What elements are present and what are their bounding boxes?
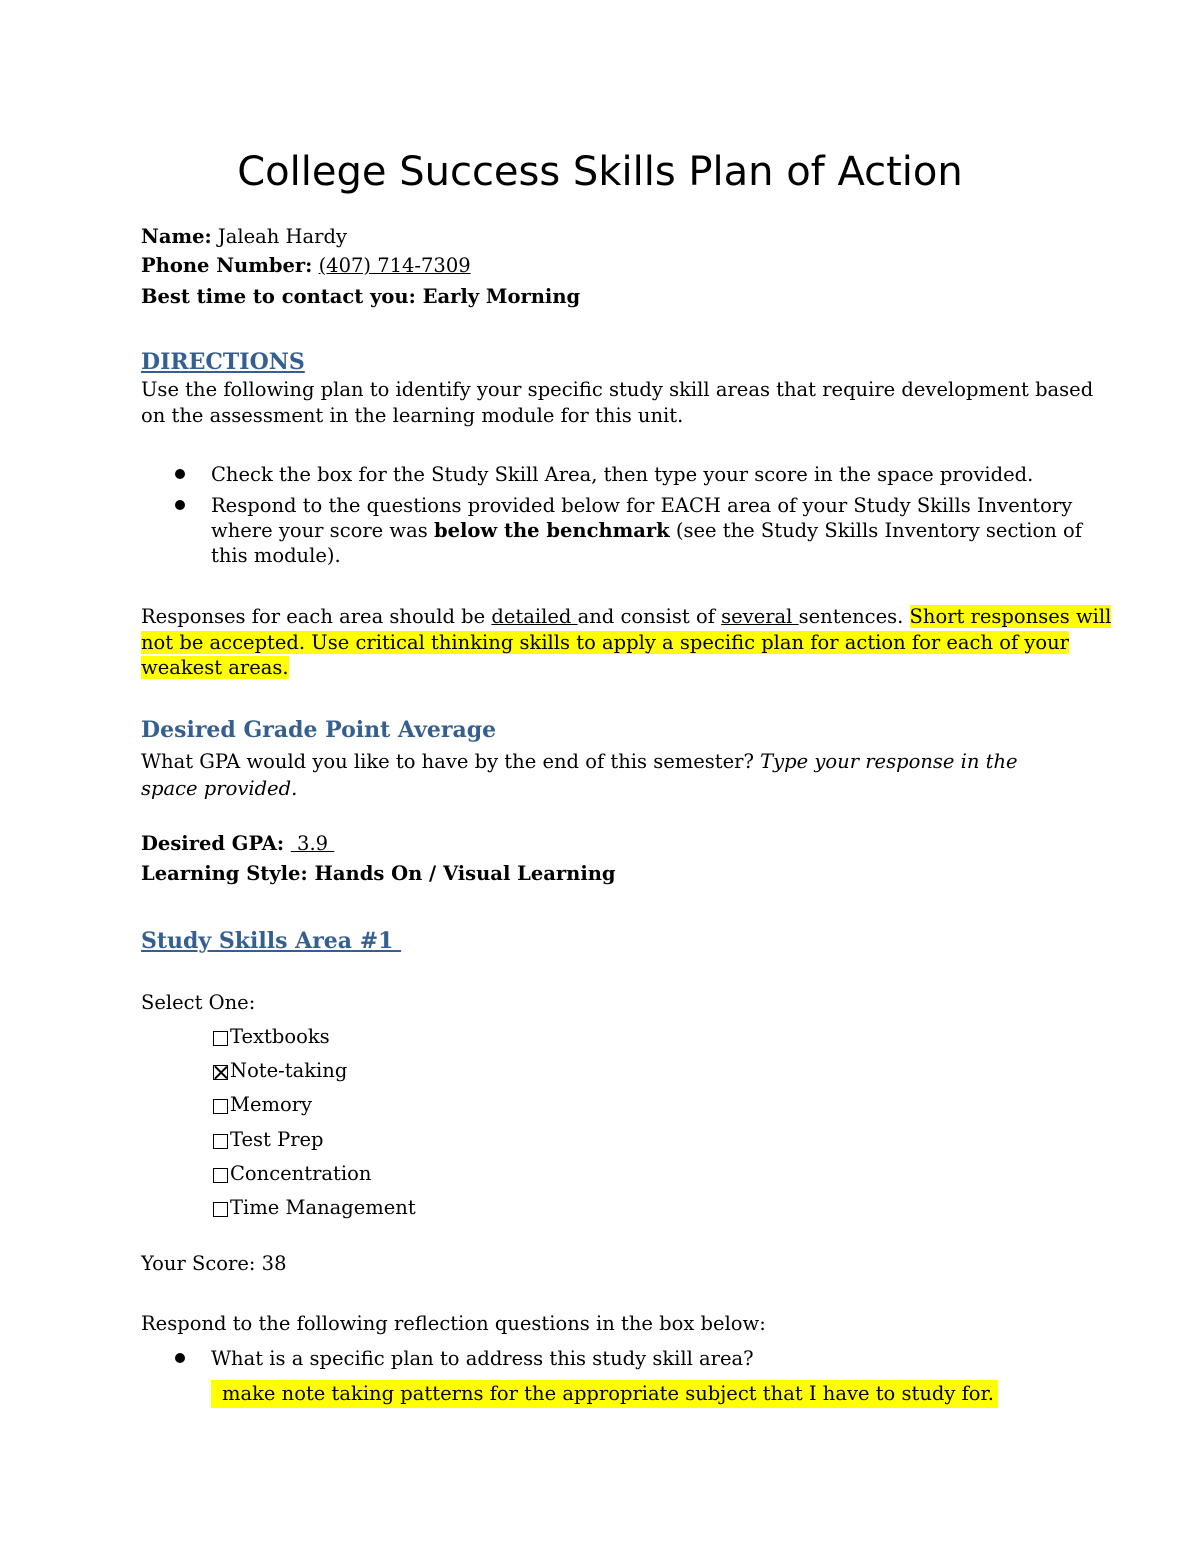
gpa-instruction-1: Type your response in the — [760, 750, 1018, 773]
score-label: Your Score: — [141, 1252, 256, 1275]
directions-bullet-2-line3: this module). — [211, 544, 341, 567]
best-time-label: Best time to contact you: — [141, 285, 416, 308]
option-memory[interactable] — [213, 1092, 312, 1118]
checkbox-icon[interactable] — [213, 1202, 228, 1217]
score-value[interactable]: 38 — [261, 1252, 287, 1275]
directions-bullet-2-line2 — [211, 518, 1082, 544]
responses-line1 — [141, 604, 1111, 630]
responses-text-c: sentences. — [798, 605, 910, 628]
reflection-prompt: Respond to the following reflection questions in the box below: — [141, 1312, 766, 1335]
learning-style-label: Learning Style: — [141, 862, 308, 885]
option-label: Note-taking — [230, 1059, 348, 1082]
responses-highlight-3: weakest areas. — [141, 656, 289, 679]
learning-style-value: Hands On / Visual Learning — [314, 862, 616, 885]
option-label: Concentration — [230, 1162, 372, 1185]
responses-text-b: and consist of — [577, 605, 722, 628]
directions-intro-line2: on the assessment in the learning module for this unit. — [141, 404, 684, 427]
learning-style-line — [141, 861, 616, 887]
desired-gpa-label: Desired GPA: — [141, 832, 285, 855]
option-textbooks[interactable] — [213, 1024, 330, 1050]
bullet-2-text-b: (see the Study Skills Inventory section of — [669, 519, 1082, 542]
checked-checkbox-icon[interactable] — [213, 1065, 228, 1080]
bullet-dot — [175, 1353, 185, 1363]
gpa-heading: Desired Grade Point Average — [141, 717, 497, 743]
responses-several: several — [721, 605, 799, 628]
responses-highlight-2: not be accepted. Use critical thinking skills to apply a specific plan for action for each of your — [141, 631, 1070, 654]
checkbox-icon[interactable] — [213, 1031, 228, 1046]
name-label: Name: — [141, 225, 212, 248]
option-label: Time Management — [230, 1196, 416, 1219]
option-label: Textbooks — [230, 1025, 330, 1048]
responses-highlight-1: Short responses will — [909, 605, 1112, 628]
responses-line2 — [141, 630, 1069, 656]
phone-line — [141, 253, 471, 279]
phone-value[interactable]: (407) 714-7309 — [318, 254, 471, 277]
reflection-answer-1[interactable]: make note taking patterns for the appropriate subject that I have to study for. — [211, 1380, 998, 1408]
name-value: Jaleah Hardy — [217, 225, 347, 248]
bullet-2-emphasis: below the benchmark — [433, 519, 670, 542]
best-time-line — [141, 284, 580, 310]
option-label: Memory — [230, 1093, 313, 1116]
name-line — [141, 224, 347, 250]
option-time-management[interactable] — [213, 1195, 416, 1221]
checkbox-icon[interactable] — [213, 1168, 228, 1183]
reflection-question-1: What is a specific plan to address this study skill area? — [211, 1347, 754, 1370]
option-note-taking[interactable] — [213, 1058, 347, 1084]
bullet-dot — [175, 500, 185, 510]
phone-label: Phone Number: — [141, 254, 313, 277]
directions-bullet-1: Check the box for the Study Skill Area, then type your score in the space provided. — [211, 463, 1034, 486]
gpa-instruction-2: space provided. — [141, 777, 298, 800]
study-area-1-heading: Study Skills Area #1 — [141, 928, 402, 954]
option-label: Test Prep — [230, 1128, 324, 1151]
page-title: College Success Skills Plan of Action — [237, 149, 963, 195]
gpa-question: What GPA would you like to have by the end of this semester? — [141, 750, 761, 773]
select-one-label: Select One: — [141, 991, 256, 1014]
option-test-prep[interactable] — [213, 1127, 324, 1153]
checkbox-icon[interactable] — [213, 1099, 228, 1114]
responses-line3 — [141, 655, 289, 681]
desired-gpa-line — [141, 831, 334, 857]
directions-heading: DIRECTIONS — [141, 349, 305, 375]
responses-detailed: detailed — [491, 605, 578, 628]
score-line — [141, 1251, 286, 1277]
bullet-dot — [175, 469, 185, 479]
bullet-2-text-a: where your score was — [211, 519, 434, 542]
gpa-question-line1 — [141, 749, 1018, 775]
checkbox-icon[interactable] — [213, 1134, 228, 1149]
best-time-value: Early Morning — [422, 285, 581, 308]
directions-intro-line1: Use the following plan to identify your specific study skill areas that require development based — [141, 378, 1094, 401]
option-concentration[interactable] — [213, 1161, 371, 1187]
responses-text-a: Responses for each area should be — [141, 605, 492, 628]
directions-bullet-2-line1: Respond to the questions provided below for EACH area of your Study Skills Inventory — [211, 494, 1073, 517]
desired-gpa-value[interactable]: 3.9 — [290, 832, 335, 855]
